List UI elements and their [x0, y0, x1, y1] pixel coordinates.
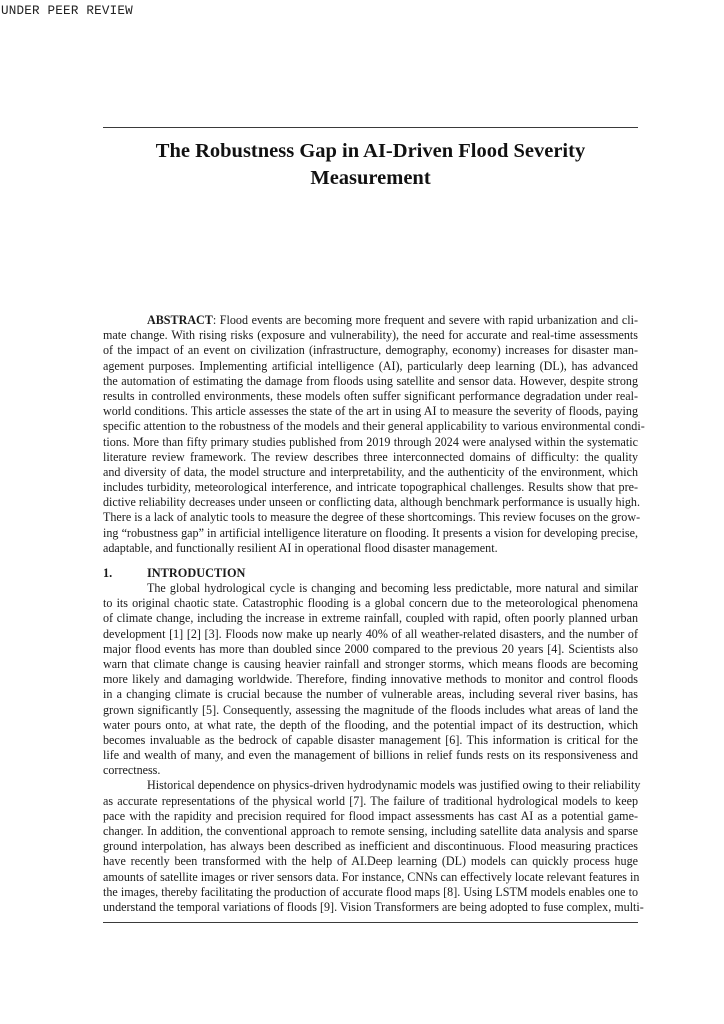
bottom-rule [103, 922, 638, 923]
body-line: amounts of satellite images or river sensors data. For instance, CNNs can effectively locate relevant features in [103, 869, 640, 884]
abstract-line: tions. More than fifty primary studies published from 2019 through 2024 were analysed within the systematic [103, 434, 638, 449]
abstract-line: ing “robustness gap” in artificial intelligence literature on flooding. It presents a vision for developing precise, [103, 525, 638, 540]
abstract [103, 313, 645, 556]
abstract-line: results in controlled environments, these models often suffer significant performance degradation under real- [103, 388, 638, 403]
abstract-line: There is a lack of analytic tools to measure the degree of these shortcomings. This review focuses on the grow- [103, 510, 641, 525]
abstract-line: the automation of estimating the damage from floods using satellite and sensor data. However, despite strong [103, 373, 638, 388]
peer-review-watermark: UNDER PEER REVIEW [1, 4, 133, 18]
body-line: Historical dependence on physics-driven hydrodynamic models was justified owing to their reliability [147, 778, 641, 793]
introduction-body [103, 581, 644, 915]
body-line: changer. In addition, the conventional approach to remote sensing, including satellite data analysis and sparse [103, 824, 638, 838]
abstract-line: mate change. With rising risks (exposure and vulnerability), the need for accurate and real-time assessments [103, 328, 638, 343]
body-line: grown significantly [5]. Consequently, assessing the magnitude of the floods includes what areas of land the [103, 702, 638, 717]
body-line: have recently been transformed with the help of AI.Deep learning (DL) models can quickly process huge [103, 854, 638, 869]
abstract-label: ABSTRACT [147, 313, 213, 327]
body-line: to its original chaotic state. Catastrophic flooding is a global concern due to the meteorological phenomena [103, 596, 638, 611]
body-line: correctness. [103, 763, 161, 778]
body-line: life and wealth of many, and even the management of billions in relief funds rests on its responsiveness and [103, 748, 638, 763]
abstract-line: literature review framework. The review describes three interconnected domains of difficulty: the quality [103, 449, 638, 464]
section-number: 1. [103, 566, 113, 580]
abstract-line: world conditions. This article assesses the state of the art in using AI to measure the severity of floods, paying [103, 404, 638, 419]
section-heading-introduction [103, 566, 245, 581]
abstract-line: specific attention to the robustness of the models and their general applicability to various environmental condi- [103, 419, 645, 434]
body-line: more likely and damaging worldwide. Therefore, finding innovative methods to monitor and control floods [103, 672, 638, 687]
body-line: pace with the rapidity and precision required for flood impact assessments has cast AI as a potential game- [103, 808, 638, 823]
body-line: major flood events has more than doubled since 2000 compared to the previous 20 years [4]. Scientists also [103, 641, 638, 656]
title-line-1: The Robustness Gap in AI-Driven Flood Severity [155, 140, 586, 162]
title-line-2: Measurement [310, 167, 431, 189]
body-line: as accurate representations of the physical world [7]. The failure of traditional hydrological models to keep [103, 793, 638, 808]
abstract-line: includes turbidity, meteorological interference, and intricate topographical challenges. Results show that pre- [103, 480, 638, 495]
body-line: The global hydrological cycle is changing and becoming less predictable, more natural and similar [147, 581, 638, 595]
body-line: understand the temporal variations of floods [9]. Vision Transformers are being adopted to fuse complex, multi- [103, 899, 644, 914]
body-line: development [1] [2] [3]. Floods now make up nearly 40% of all weather-related disasters, and the number of [103, 626, 638, 641]
body-line: the images, thereby facilitating the production of accurate flood maps [8]. Using LSTM models enables one to [103, 884, 638, 899]
body-line: water pours onto, at what rate, the depth of the flooding, and the potential impact of its destruction, which [103, 717, 638, 732]
body-line: warn that climate change is causing heavier rainfall and stronger storms, which means floods are becoming [103, 656, 638, 671]
section-title: INTRODUCTION [147, 566, 246, 580]
body-line: becomes invaluable as the bedrock of capable disaster management [6]. This information is critical for the [103, 732, 638, 747]
body-line: ground interpolation, has always been described as inefficient and discontinuous. Flood measuring practices [103, 839, 638, 854]
body-line: of climate change, including the increase in extreme rainfall, coupled with rapid, often poorly planned urban [103, 611, 638, 626]
body-line: in a changing climate is crucial because the number of vulnerable areas, including several river basins, has [103, 687, 638, 702]
abstract-line: agement purposes. Implementing artificial intelligence (AI), particularly deep learning (DL), has advanced [103, 358, 638, 373]
paper-title [103, 138, 638, 192]
abstract-line: ABSTRACT: Flood events are becoming more frequent and severe with rapid urbanization and cli- [147, 313, 638, 327]
abstract-line: dictive reliability decreases under unseen or conflicting data, although benchmark performance is usually high. [103, 495, 640, 510]
top-rule [103, 127, 638, 128]
abstract-line: adaptable, and functionally resilient AI in operational flood disaster management. [103, 540, 498, 555]
abstract-line: and diversity of data, the model structure and interpretability, and the authenticity of the environment, which [103, 464, 638, 479]
abstract-line: of the impact of an event on civilization (infrastructure, demography, economy) increases for disaster man- [103, 343, 638, 358]
